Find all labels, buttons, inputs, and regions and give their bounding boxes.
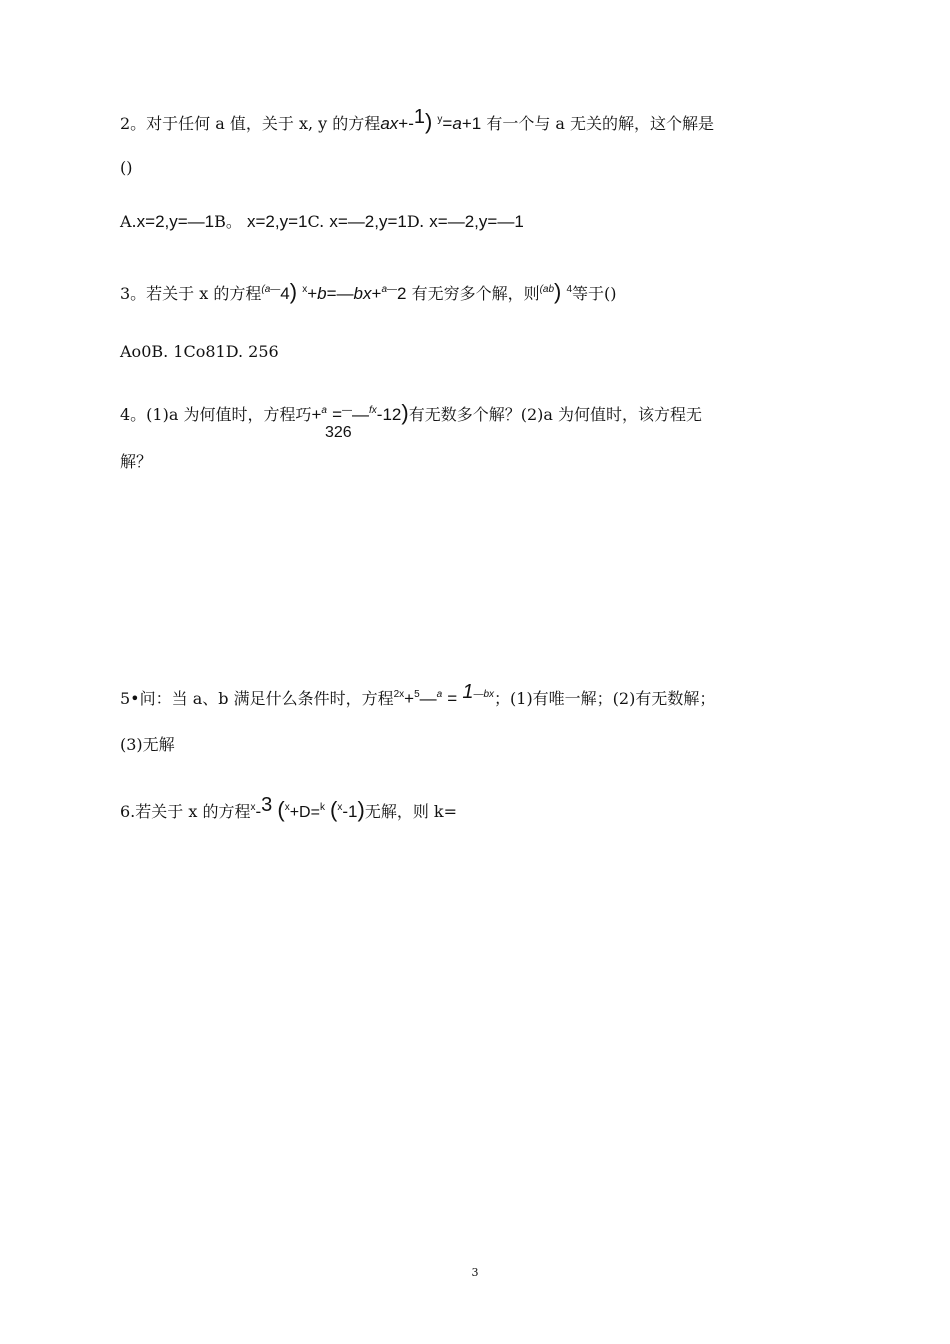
q4-eq: = (332, 405, 343, 424)
q4-minus12: -12 (376, 405, 402, 424)
q3-four: 4 (280, 284, 290, 303)
q4-sup-a: a (321, 405, 327, 416)
q2-line-1 (120, 106, 715, 137)
q6-three: 3 (261, 794, 273, 816)
q2-eq-y-sup: y (437, 114, 443, 125)
q3-plus2: + (371, 284, 382, 303)
q3-text-a: 3。若关于 x 的方程 (120, 284, 262, 303)
q6-sup-x3: x (337, 802, 343, 813)
q5-text-c: (3)无解 (120, 735, 175, 754)
q3-two: 2 (397, 284, 407, 303)
q2-eq-eq: = (442, 114, 453, 133)
q6-minus: - (255, 802, 262, 821)
q4-text-a: 4。(1)a 为何值时，方程巧 (120, 405, 312, 424)
q2-opt-d-label: D. (406, 212, 425, 231)
q4-dash: — (352, 405, 370, 424)
q2-opt-b: x=2,y=1 (247, 212, 308, 231)
q6-text-b: 无解，则 k= (364, 802, 458, 821)
q3-options: Ao0B. 1Co81D. 256 (120, 342, 279, 361)
q2-opt-c: x=—2,y=1 (329, 212, 407, 231)
q5-eq: = (447, 689, 458, 708)
q3-sup-a2: a— (381, 284, 397, 295)
q2-eq-a: a (452, 114, 462, 133)
q3-eq-minus: =— (326, 284, 354, 303)
q4-under-326: 326 (325, 424, 352, 441)
q6-sup-k: k (319, 802, 325, 813)
q2-opt-a: x=2,y=—1 (136, 212, 215, 231)
q2-text-b: 有一个与 a 无关的解，这个解是 (486, 114, 715, 133)
q4-sup-fx: fx (369, 405, 377, 416)
q3-text-b: 有无穷多个解，则 (411, 284, 540, 303)
q2-opt-a-label: A. (120, 212, 137, 231)
q2-blank: () (120, 158, 133, 177)
q2-eq-ax: ax (380, 114, 399, 133)
q3-line-1 (120, 279, 617, 307)
q5-dash: — (419, 689, 437, 708)
q5-line-1 (120, 681, 716, 712)
q5-plus: + (404, 689, 415, 708)
q5-text-a: 5•问：当 a、b 满足什么条件时，方程 (120, 689, 394, 708)
q6-minus1: -1 (342, 802, 358, 821)
q4-paren: ) (401, 400, 409, 425)
q3-sup-ab: (ab (539, 284, 555, 295)
q4-text-c: 解？ (120, 452, 153, 471)
q2-opt-d: x=—2,y=—1 (429, 212, 524, 231)
q3-paren: ) (289, 279, 298, 304)
q3-sup-x: x (302, 284, 308, 295)
q5-text-b: ；(1)有唯一解；(2)有无数解； (494, 689, 716, 708)
q3-paren2: ) (554, 279, 562, 304)
q3-sup-a: (a— (261, 284, 281, 295)
q4-line-1 (120, 400, 702, 428)
q6-paren-close: ) (357, 797, 365, 822)
q2-text-a: 2。对于任何 a 值，关于 x, y 的方程 (120, 114, 381, 133)
q6-text-a: 6.若关于 x 的方程 (120, 802, 251, 821)
q4-text-b: 有无数多个解？(2)a 为何值时，该方程无 (408, 405, 702, 424)
q2-opt-c-label: C. (307, 212, 325, 231)
q2-eq-plus1: +1 (461, 114, 482, 133)
q5-sup-a: a (436, 689, 443, 700)
q6-plusD: +D= (289, 804, 320, 821)
q5-sup-bx: —bx (473, 689, 495, 700)
q3-text-c: 等于() (572, 284, 617, 303)
q6-sup-x2: x (284, 802, 290, 813)
q5-sup-2x: 2x (393, 689, 405, 700)
q6-sup-x: x (250, 802, 256, 813)
q2-opt-b-label: B。 (214, 212, 242, 231)
q5-sup-5: 5 (414, 689, 420, 700)
q2-eq-one: 1 (413, 106, 425, 128)
q6-line-1 (120, 794, 458, 825)
q2-eq-plus-minus: +- (398, 114, 414, 133)
q3-plus: + (307, 284, 318, 303)
q2-options (120, 212, 524, 232)
q3-bx: bx (353, 284, 372, 303)
page-number: 3 (471, 1266, 479, 1279)
q3-sup-4: 4 (566, 284, 573, 295)
q6-paren-open: ( (277, 797, 285, 822)
q3-b: b (317, 284, 327, 303)
q5-one: 1 (462, 681, 474, 703)
q4-plus: + (311, 405, 322, 424)
q6-paren-open2: ( (330, 797, 338, 822)
q4-dash-sup: — (342, 405, 353, 416)
q2-eq-paren: ) (425, 109, 433, 134)
